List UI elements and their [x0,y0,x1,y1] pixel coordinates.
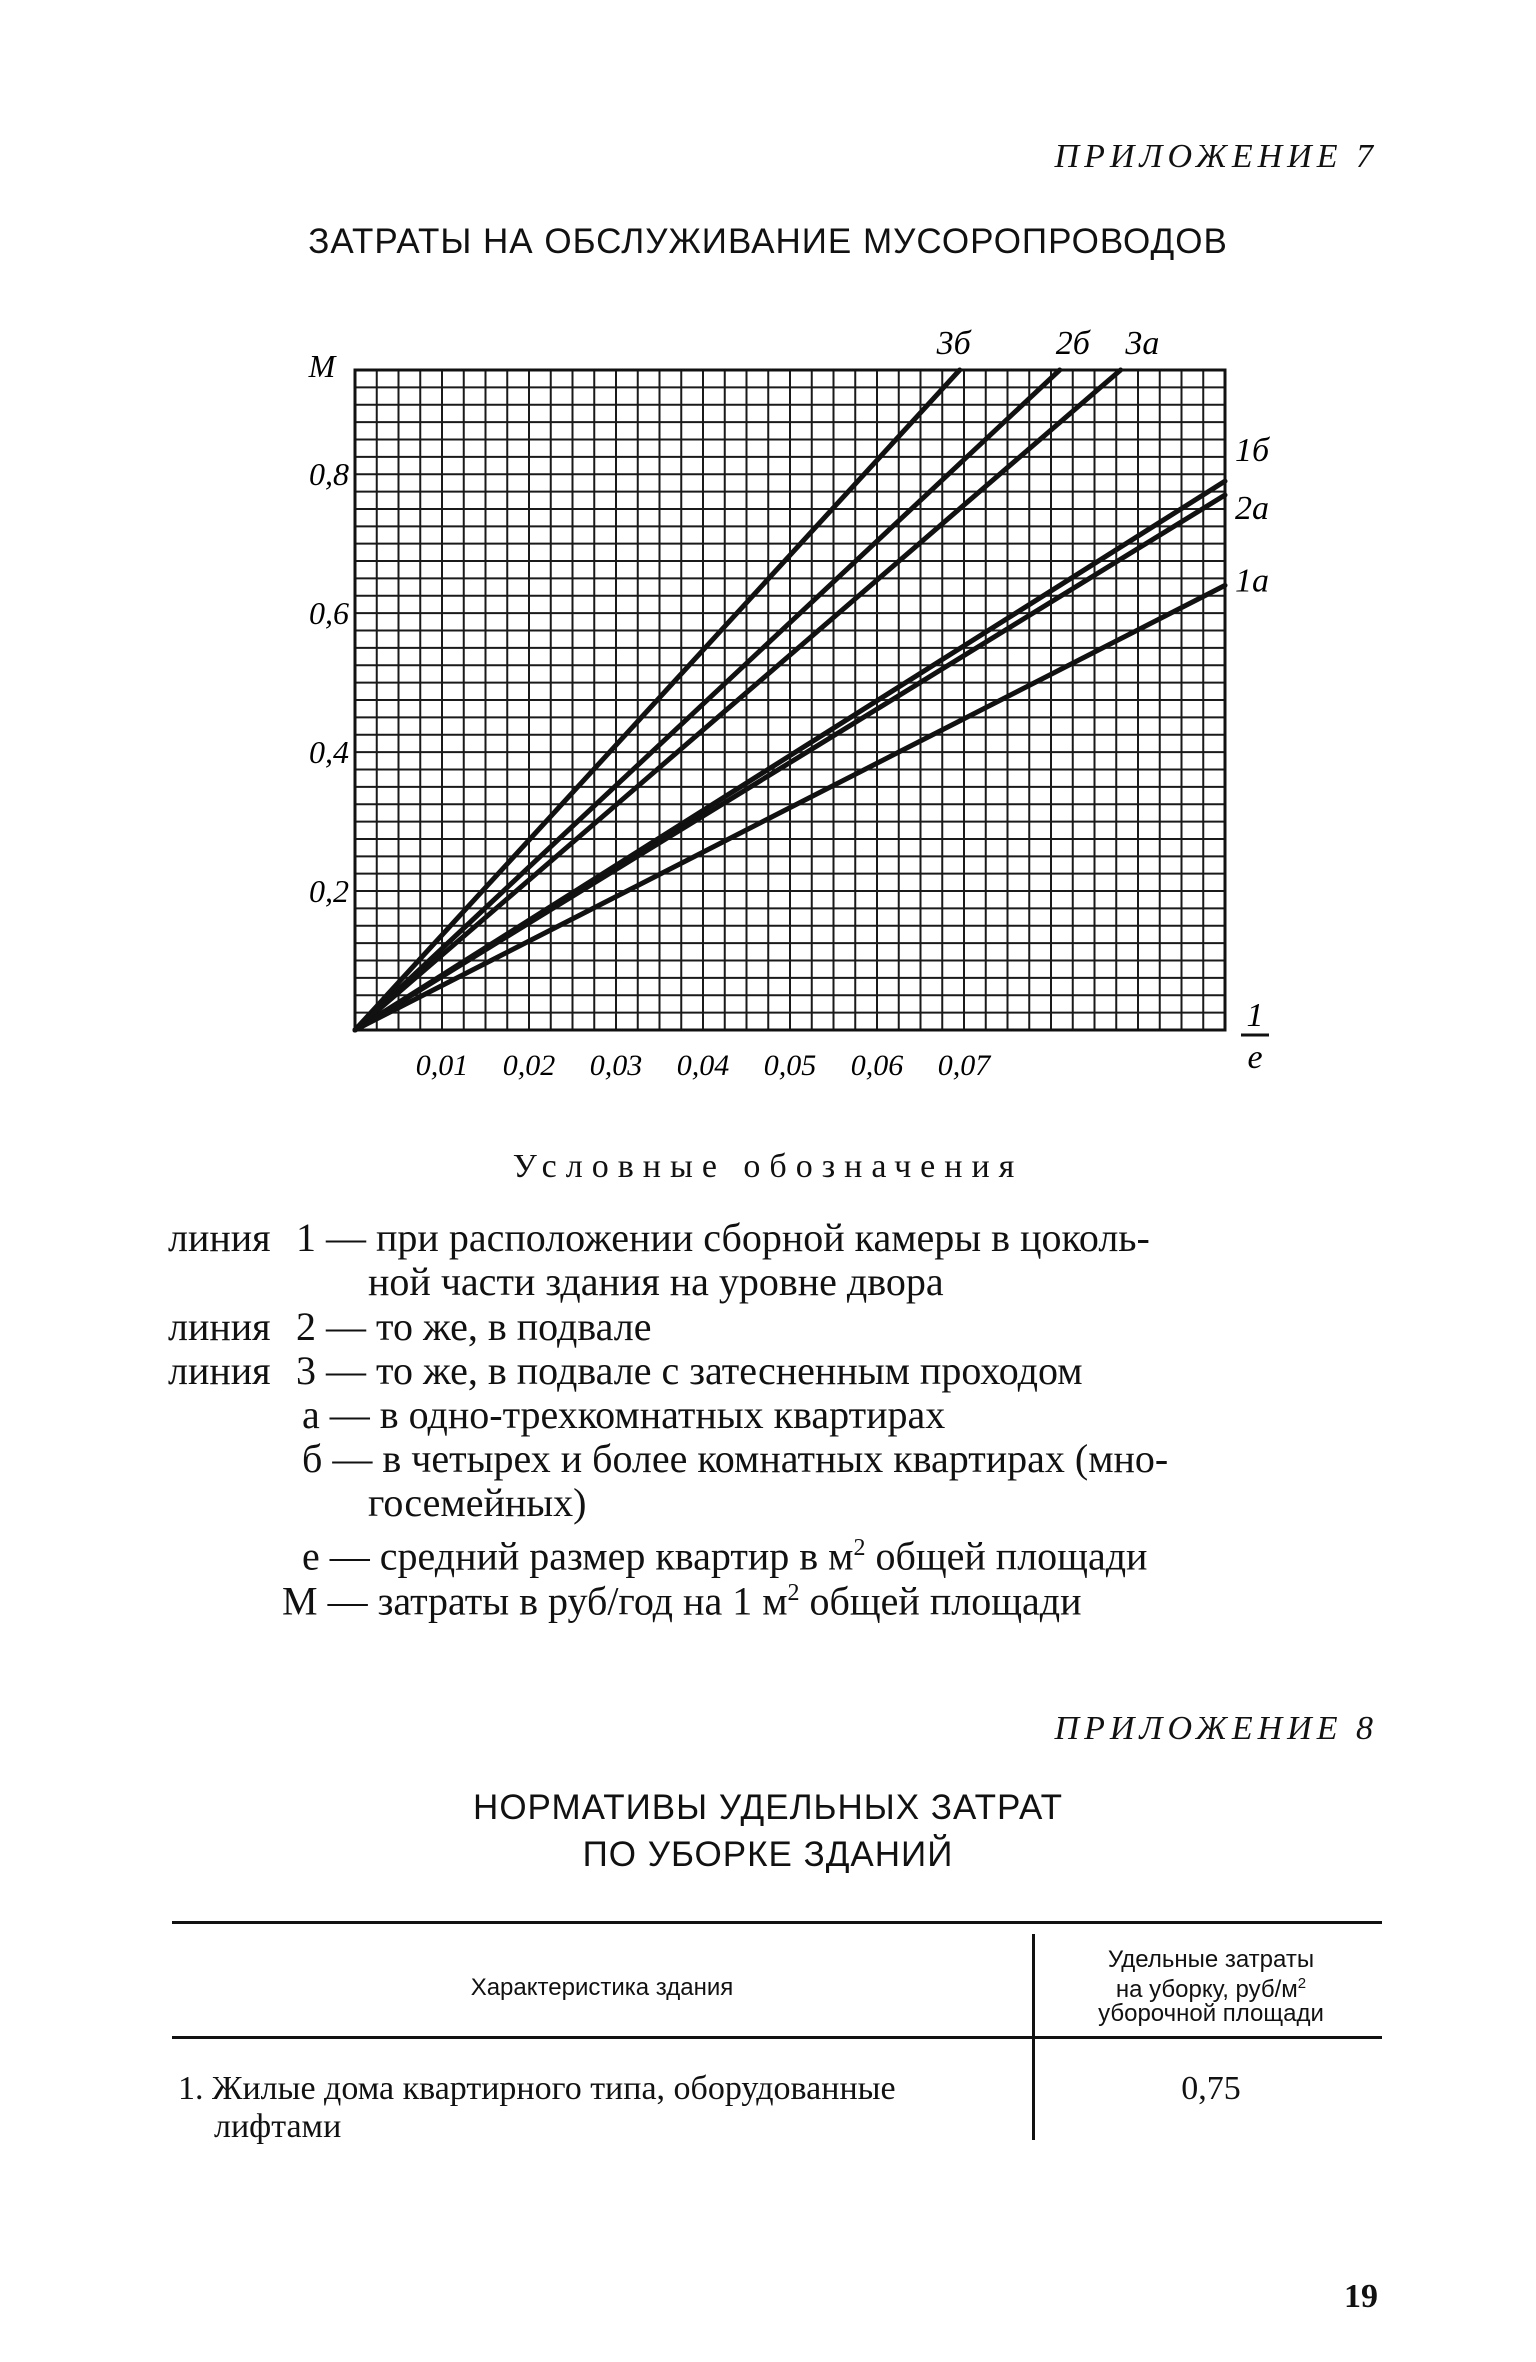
legend-line-1-cont: ной части здания на уровне двора [368,1259,944,1304]
x-tick-label: 0,04 [676,1049,730,1082]
legend-line-number: 1 [296,1215,316,1260]
chart-grid [355,370,1225,1030]
x-tick-label: 0,01 [415,1049,469,1082]
y-tick-label: 0,4 [309,734,349,771]
legend-line-2 [168,1305,652,1349]
legend-line-word: линия [168,1215,271,1260]
x-tick-label: 0,07 [937,1049,991,1082]
table-top-rule [172,1921,1382,1924]
legend-line-number: 3 [296,1348,316,1393]
legend-line-text: — при расположении сборной камеры в цоколь- [326,1215,1150,1260]
y-axis-label: М [308,348,336,384]
legend-title: Условные обозначения [512,1148,1024,1185]
legend-line-word: линия [168,1304,271,1349]
table-row [178,2070,896,2146]
series-label-1б: 1б [1235,432,1270,470]
table-header-characteristic: Характеристика здания [470,1974,734,2001]
y-tick-label: 0,8 [309,456,349,493]
x-tick-label: 0,06 [850,1049,904,1082]
x-tick-label: 0,05 [763,1049,817,1082]
appendix-8-label: ПРИЛОЖЕНИЕ 8 [1054,1710,1378,1747]
x-tick-label: 0,03 [589,1049,643,1082]
table-body-divider [1032,2040,1035,2140]
table-title-line-2: ПО УБОРКЕ ЗДАНИЙ [582,1835,954,1874]
table-title-line-1: НОРМАТИВЫ УДЕЛЬНЫХ ЗАТРАТ [473,1788,1063,1827]
table-header-rule [172,2036,1382,2039]
legend-b-cont: госемейных) [368,1480,587,1525]
series-label-1а: 1а [1235,562,1269,600]
page-number: 19 [1344,2278,1378,2315]
legend-line-text: — то же, в подвале [326,1304,652,1349]
series-label-2а: 2а [1235,490,1269,528]
table-cell-text-cont: лифтами [214,2108,342,2145]
chart-page-title: ЗАТРАТЫ НА ОБСЛУЖИВАНИЕ МУСОРОПРОВОДОВ [308,222,1228,261]
legend-line-1 [168,1216,1150,1260]
legend-line-number: 2 [296,1304,316,1349]
legend-line-3 [168,1349,1083,1393]
legend-m: М — затраты в руб/год на 1 $м^2$ общей площади [282,1578,1082,1624]
x-axis-label-numerator: 1 [1246,997,1264,1034]
cost-chart [270,315,1330,1115]
series-label-3б: 3б [936,325,971,362]
series-label-2б: 2б [1055,325,1090,362]
legend-a: а — в одно-трехкомнатных квартирах [302,1392,946,1437]
y-tick-label: 0,6 [309,595,349,632]
legend-e: е — средний размер квартир в $м^2$ общей площади [302,1533,1148,1579]
table-cell-value: 0,75 [1181,2070,1241,2107]
legend-b: б — в четырех и более комнатных квартирах (мно- [302,1436,1169,1481]
x-axis-label-denominator: e [1247,1039,1263,1076]
table-cell-text: 1. Жилые дома квартирного типа, оборудованные [178,2070,896,2107]
legend-line-text: — то же, в подвале с затесненным проходом [326,1348,1083,1393]
table-header-cost: Удельные затраты на уборку, руб/$м^2$ уборочной площади [1098,1946,1324,2027]
x-tick-label: 0,02 [502,1049,556,1082]
y-tick-label: 0,2 [309,873,349,910]
legend-line-word: линия [168,1348,271,1393]
appendix-7-label: ПРИЛОЖЕНИЕ 7 [1054,138,1378,175]
series-label-3а: 3а [1125,325,1160,362]
